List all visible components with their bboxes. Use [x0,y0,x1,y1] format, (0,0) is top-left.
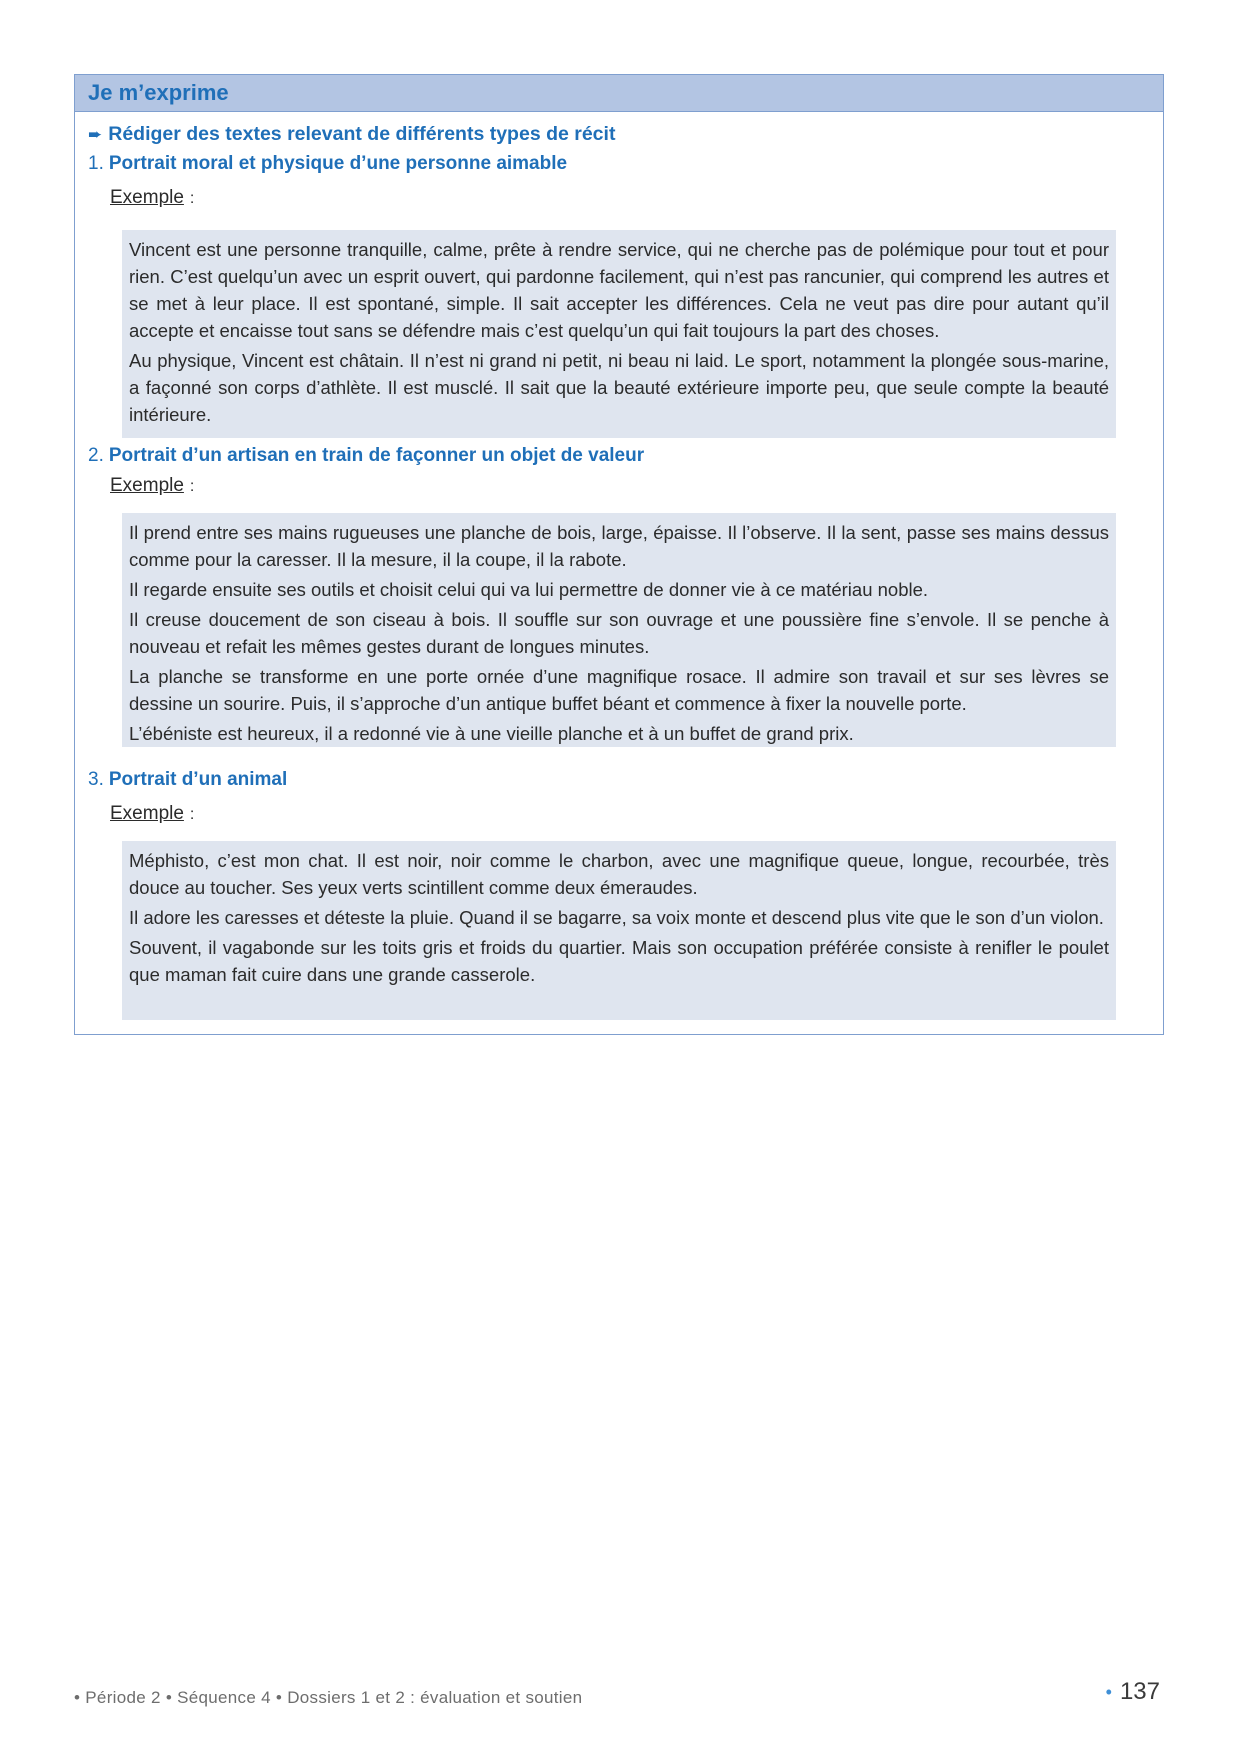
section-2-title-text: Portrait d’un artisan en train de façonner un objet de valeur [108,445,645,466]
paragraph: Méphisto, c’est mon chat. Il est noir, noir comme le charbon, avec une magnifique queue, longue, recourbée, très douce au toucher. Ses yeux verts scintillent comme deux émeraudes. [129,850,1109,898]
section-2-example-label: Exemple : [110,475,195,496]
section-3-title [88,767,287,793]
je-mexprime-panel [74,74,1164,1035]
page-number-block [1106,1678,1160,1706]
arrow-right-icon: ➨ [88,125,103,144]
section-1-number: 1. [88,153,104,174]
footer-breadcrumb: • Période 2 • Séquence 4 • Dossiers 1 et 2 : évaluation et soutien [74,1688,583,1707]
paragraph: Il regarde ensuite ses outils et choisit celui qui va lui permettre de donner vie à ce matériau noble. [129,579,929,600]
paragraph: Vincent est une personne tranquille, calme, prête à rendre service, qui ne cherche pas de polémique pour tout et pour rien. C’est quelqu’un avec un esprit ouvert, qui pardonne facilement, qui n’est pas rancunier, qui comprend les autres et se met à leur place. Il est spontané, simple. Il sait accepter les différences. Cela ne veut pas dire pour autant qu’il accepte et encaisse tout sans se défendre mais c’est quelqu’un qui fait toujours la part des choses. [129,239,1109,341]
objective-text: Rédiger des textes relevant de différents types de récit [108,123,616,145]
section-3-number: 3. [88,769,104,790]
section-2-title [88,443,644,469]
section-1-example-label: Exemple : [110,187,195,208]
paragraph: La planche se transforme en une porte ornée d’une magnifique rosace. Il admire son travail et sur ses lèvres se dessine un sourire. Puis, il s’approche d’un antique buffet béant et commence à fixer la nouvelle porte. [129,666,1109,714]
section-1-title [88,151,567,177]
section-3-title-text: Portrait d’un animal [108,769,288,790]
page-bullet-icon: • [1105,1682,1112,1703]
objective-heading [88,121,615,148]
page-number: 137 [1119,1678,1160,1705]
section-1-example-box [122,230,1116,438]
paragraph: Au physique, Vincent est châtain. Il n’est ni grand ni petit, ni beau ni laid. Le sport, notamment la plongée sous-marine, a façonné son corps d’athlète. Il est musclé. Il sait que la beauté extérieure importe peu, que seule compte la beauté intérieure. [129,350,1109,425]
paragraph: Il creuse doucement de son ciseau à bois. Il souffle sur son ouvrage et une poussière fine s’envole. Il se penche à nouveau et refait les mêmes gestes durant de longues minutes. [129,609,1109,657]
section-2-example-box [122,513,1116,747]
paragraph: Souvent, il vagabonde sur les toits gris et froids du quartier. Mais son occupation préférée consiste à renifler le poulet que maman fait cuire dans une grande casserole. [129,937,1109,985]
section-3-example-box [122,841,1116,1020]
section-1-title-text: Portrait moral et physique d’une personne aimable [108,153,568,174]
breadcrumb-dossiers: Dossiers 1 et 2 : évaluation et soutien [287,1688,583,1707]
paragraph: L’ébéniste est heureux, il a redonné vie à une vieille planche et à un buffet de grand prix. [129,723,854,744]
panel-title: Je m’exprime [75,75,1163,112]
breadcrumb-sequence: Séquence 4 [177,1688,271,1707]
section-3-example-label: Exemple : [110,803,195,824]
section-2-number: 2. [88,445,104,466]
breadcrumb-period: Période 2 [85,1688,161,1707]
paragraph: Il prend entre ses mains rugueuses une planche de bois, large, épaisse. Il l’observe. Il la sent, passe ses mains dessus comme pour la caresser. Il la mesure, il la coupe, il la rabote. [129,522,1109,570]
paragraph: Il adore les caresses et déteste la pluie. Quand il se bagarre, sa voix monte et descend plus vite que le son d’un violon. [129,907,1104,928]
